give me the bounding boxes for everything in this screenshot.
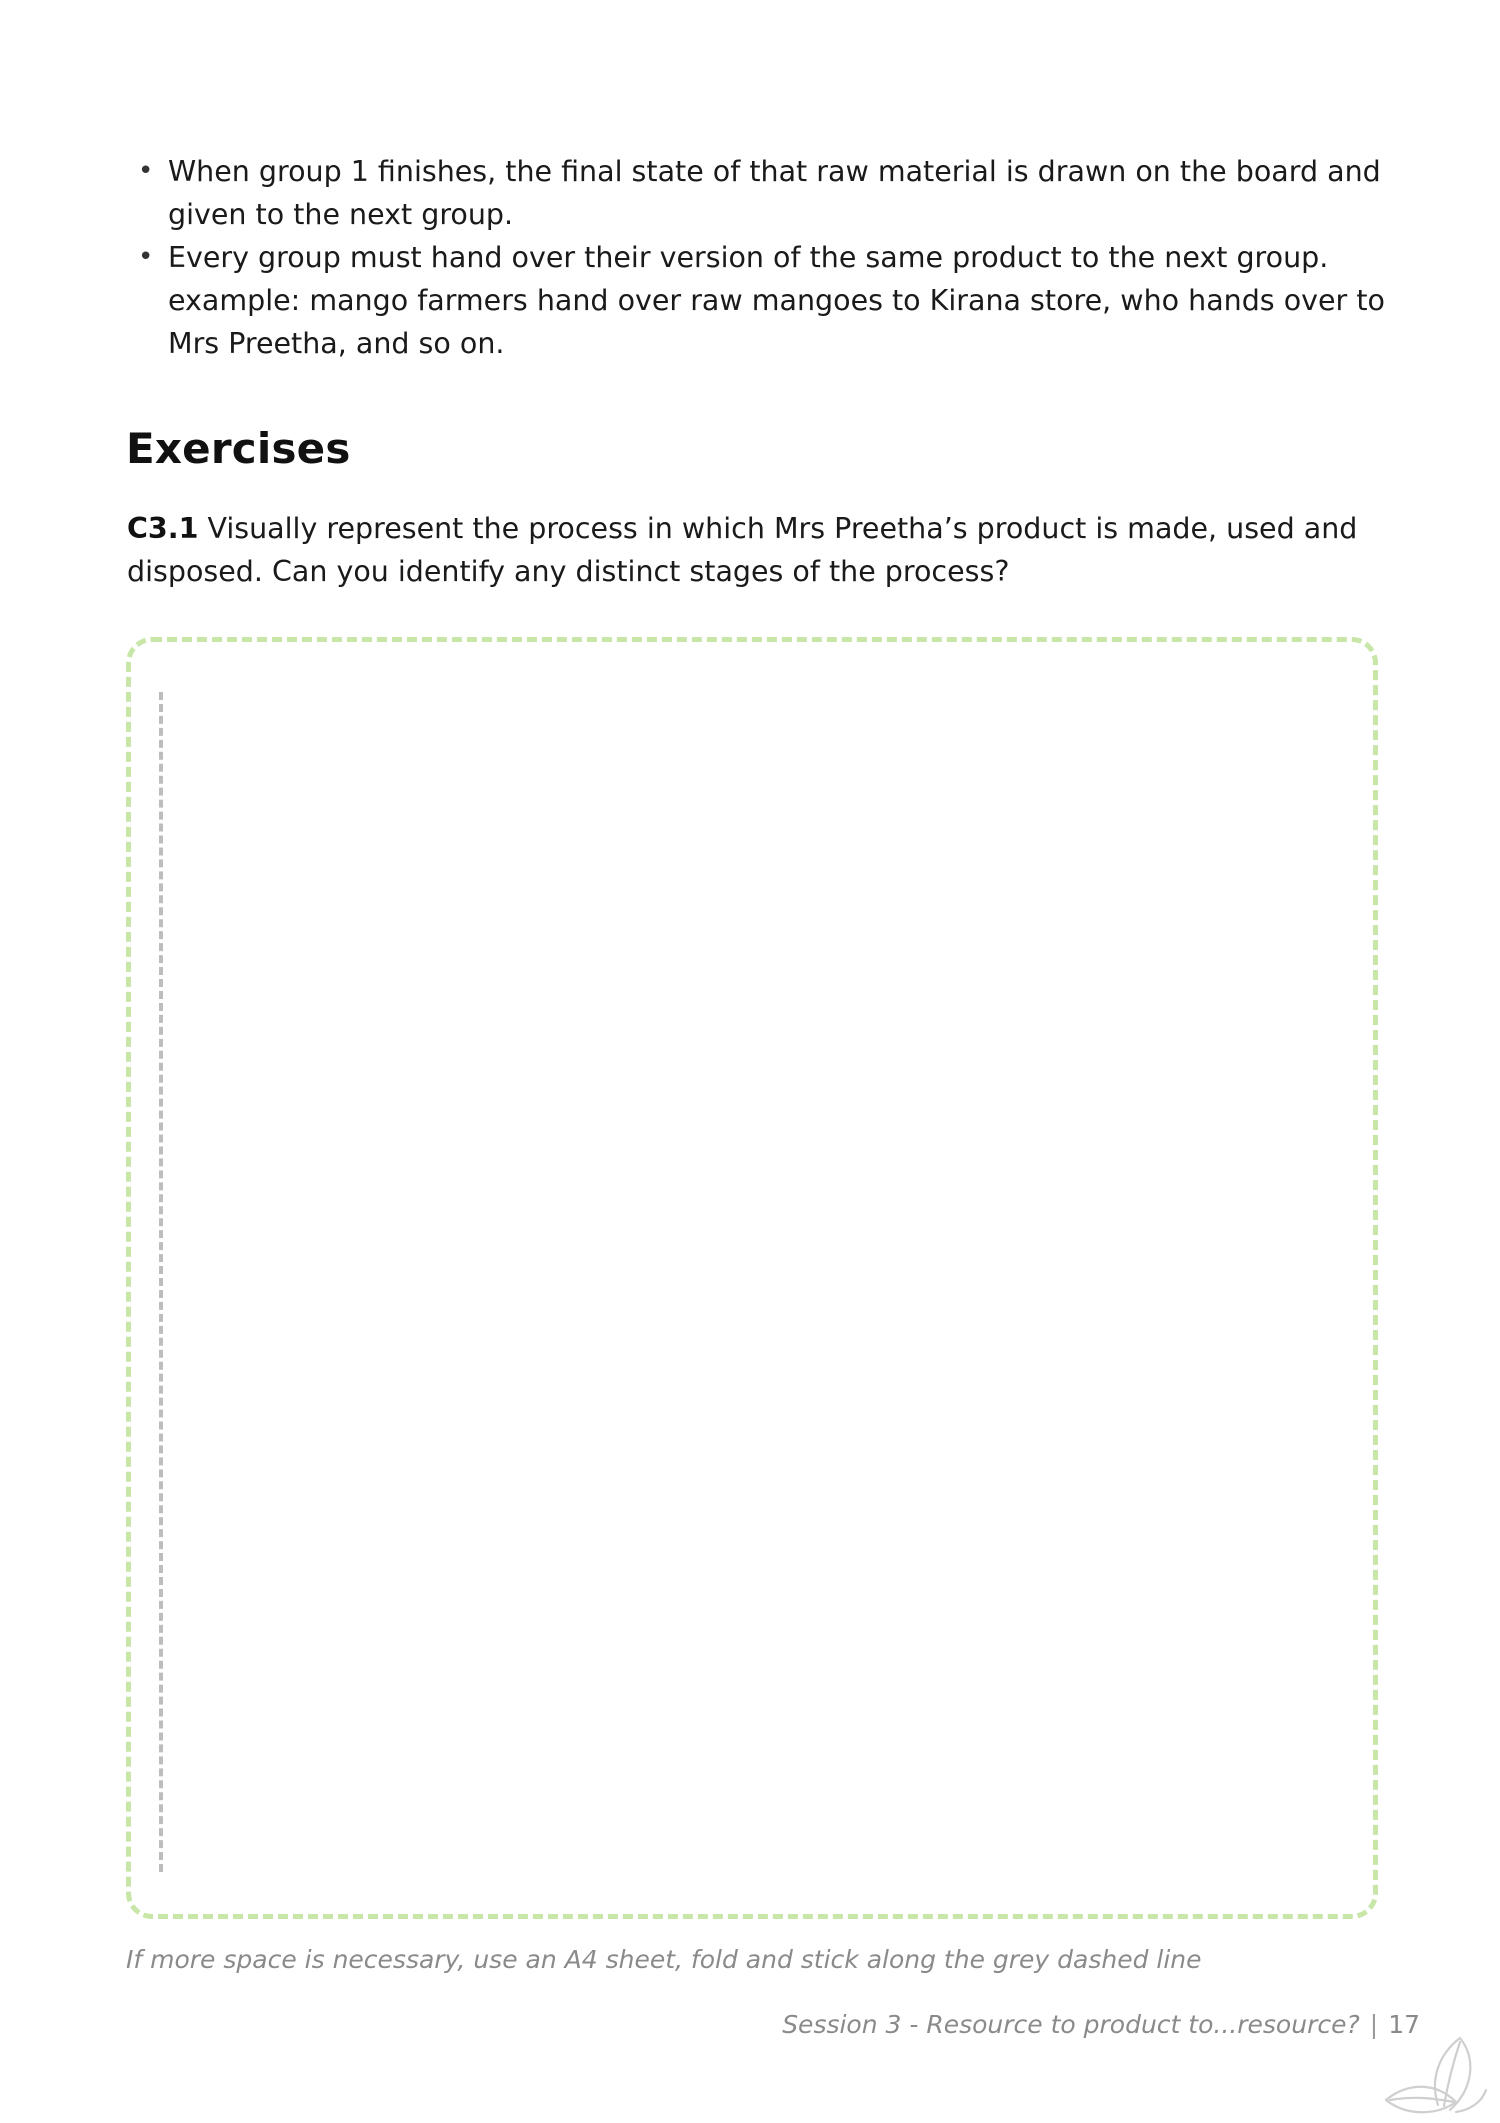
question-text: Visually represent the process in which Mrs Preetha’s product is made, used and disposed. Can you identify any distinct stages of the process?: [127, 512, 1358, 588]
instruction-bullet-list: [127, 150, 1387, 365]
question-number: C3.1: [127, 512, 199, 545]
bullet-dot-icon: •: [138, 242, 154, 272]
leaf-logo-icon: [1378, 2030, 1488, 2123]
bullet-item: [127, 150, 1387, 236]
bullet-text: Every group must hand over their version of the same product to the next group. example: mango farmers hand over raw mangoes to Kirana store, who hands over to Mrs Preetha, and so on.: [168, 241, 1385, 360]
page-number: 17: [1388, 2010, 1420, 2039]
bullet-dot-icon: •: [138, 156, 154, 186]
fold-guide-line: [159, 692, 163, 1872]
page-footer: [782, 2010, 1420, 2039]
exercise-question: [127, 507, 1397, 593]
answer-drawing-area[interactable]: [126, 637, 1378, 1919]
bullet-text: When group 1 finishes, the final state of that raw material is drawn on the board and given to the next group.: [168, 155, 1381, 231]
space-note: If more space is necessary, use an A4 sheet, fold and stick along the grey dashed line: [126, 1945, 1202, 1974]
section-heading: Exercises: [126, 424, 351, 473]
bullet-item: [127, 236, 1387, 365]
footer-separator: |: [1369, 2010, 1379, 2039]
footer-session-title: Session 3 - Resource to product to...resource?: [782, 2010, 1360, 2039]
